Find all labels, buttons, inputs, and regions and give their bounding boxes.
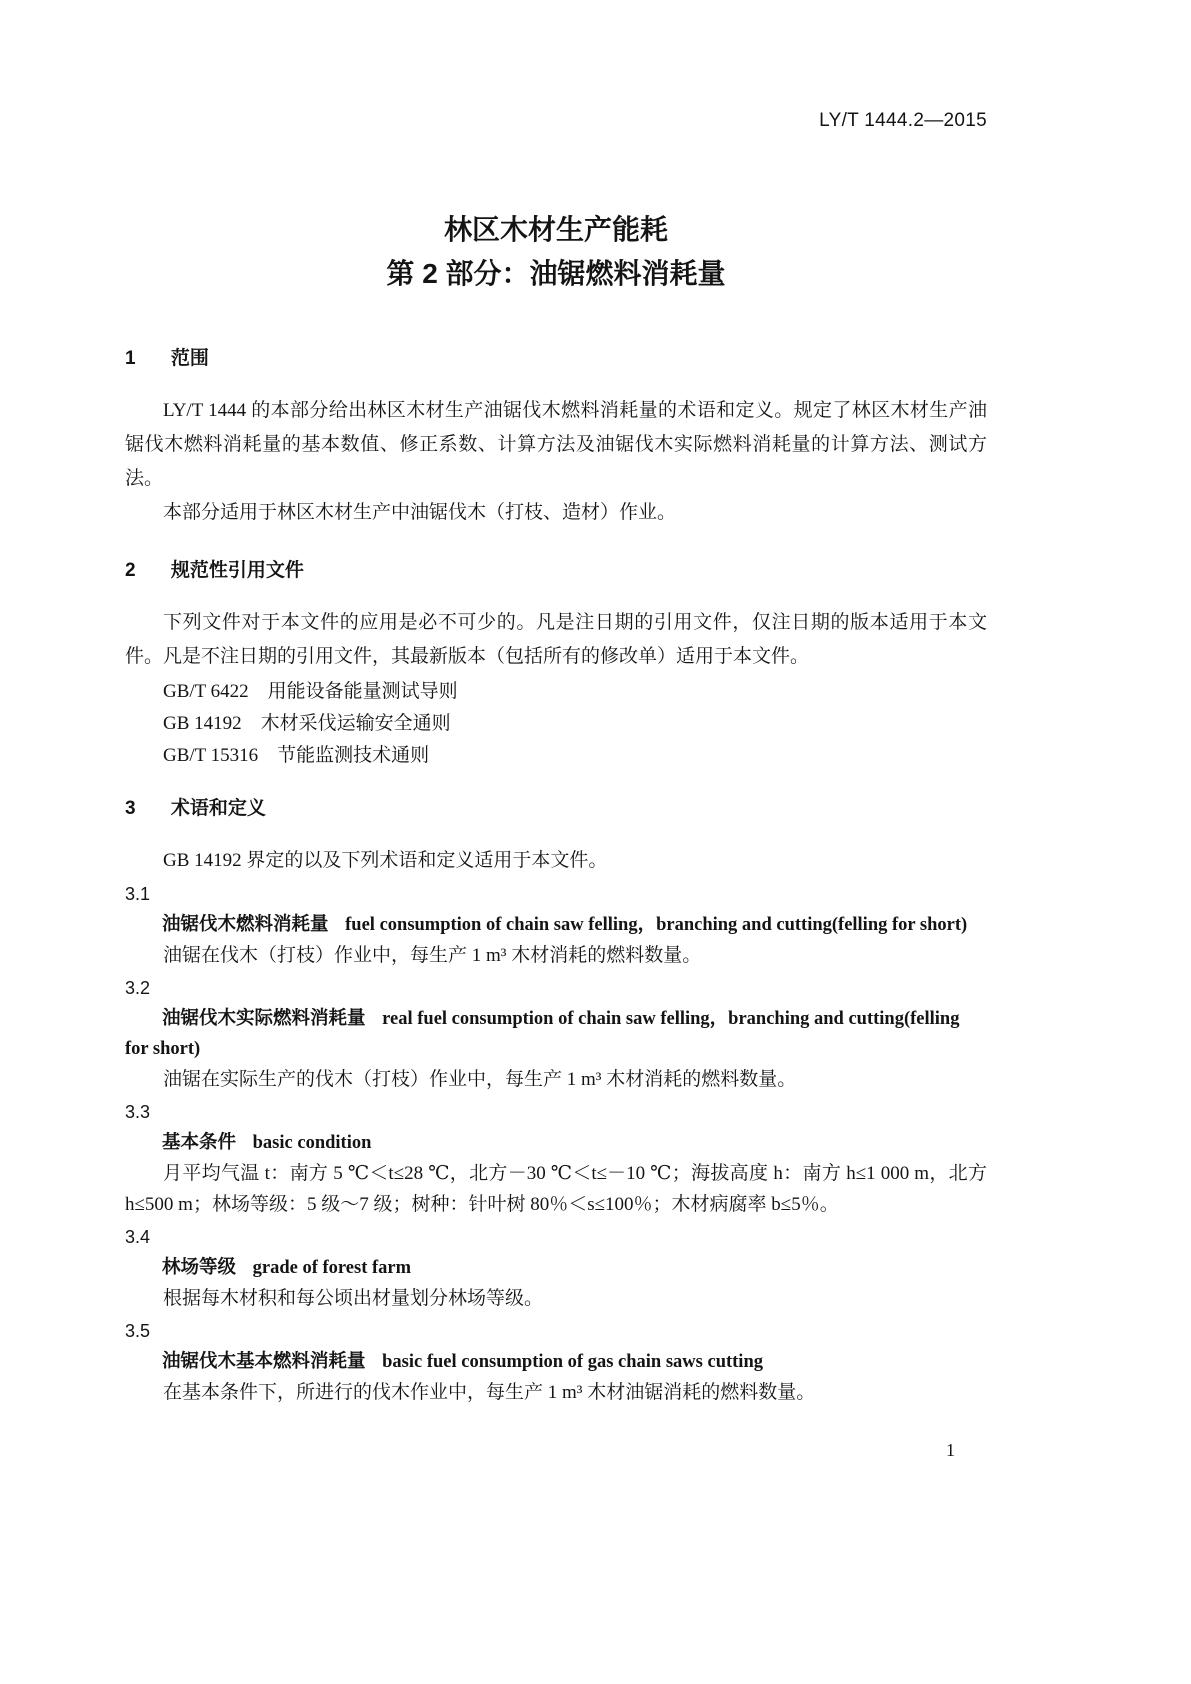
- document-title-line-1: 林区木材生产能耗: [443, 214, 668, 245]
- scope-paragraph-2: 本部分适用于林区木材生产中油锯伐木（打枝、造材）作业。: [163, 502, 677, 523]
- term-number: 3.5: [125, 1321, 151, 1341]
- section-number: 3: [125, 798, 136, 819]
- term-english: real fuel consumption of chain saw felling，branching and cutting(felling for short): [125, 1009, 960, 1059]
- page-number: 1: [946, 1440, 955, 1460]
- section-references-heading: [125, 558, 987, 584]
- term-english: basic condition: [252, 1133, 372, 1153]
- reference-item: GB/T 6422 用能设备能量测试导则: [163, 681, 458, 702]
- term-heading: [125, 909, 987, 940]
- reference-item: GB/T 15316 节能监测技术通则: [163, 745, 430, 766]
- section-terms-definitions: [125, 796, 987, 1408]
- term-chinese: 林场等级: [162, 1256, 237, 1277]
- term-number: 3.4: [125, 1227, 151, 1247]
- term-definition: 油锯在伐木（打枝）作业中，每生产 1 m³ 木材消耗的燃料数量。: [163, 945, 702, 966]
- term-definition: 在基本条件下，所进行的伐木作业中，每生产 1 m³ 木材油锯消耗的燃料数量。: [163, 1382, 816, 1403]
- term-chinese: 油锯伐木燃料消耗量: [162, 913, 329, 934]
- term-entry-3-3: [125, 1098, 987, 1220]
- section-scope-heading: [125, 346, 987, 372]
- term-number: 3.2: [125, 978, 151, 998]
- term-entry-3-5: [125, 1317, 987, 1408]
- section-scope: [125, 346, 987, 530]
- term-definition: 油锯在实际生产的伐木（打枝）作业中，每生产 1 m³ 木材消耗的燃料数量。: [163, 1069, 797, 1090]
- section-terms-heading: [125, 796, 987, 822]
- term-entry-3-4: [125, 1223, 987, 1314]
- terms-intro: GB 14192 界定的以及下列术语和定义适用于本文件。: [163, 850, 608, 871]
- term-chinese: 油锯伐木基本燃料消耗量: [162, 1350, 366, 1371]
- term-chinese: 基本条件: [162, 1131, 237, 1152]
- term-entry-3-2: [125, 974, 987, 1095]
- term-heading: [125, 1346, 987, 1377]
- term-heading: [125, 1127, 987, 1158]
- section-number: 1: [125, 348, 136, 369]
- page-content: [125, 0, 987, 1408]
- section-title: 规范性引用文件: [170, 560, 304, 581]
- document-title: [125, 212, 987, 292]
- section-number: 2: [125, 560, 136, 581]
- term-number: 3.3: [125, 1102, 151, 1122]
- term-heading: [125, 1003, 987, 1064]
- term-english: fuel consumption of chain saw felling，branching and cutting(felling for short): [345, 915, 968, 935]
- term-heading: [125, 1252, 987, 1283]
- term-english: grade of forest farm: [252, 1258, 412, 1278]
- section-title: 范围: [170, 348, 209, 369]
- term-definition: 月平均气温 t：南方 5 ℃＜t≤28 ℃，北方－30 ℃＜t≤－10 ℃；海拔高度 h：南方 h≤1 000 m，北方 h≤500 m；林场等级：5 级～7 级；树种：针叶树 80％＜s≤100％；木材病腐率 b≤5％。: [125, 1163, 987, 1215]
- term-number: 3.1: [125, 884, 151, 904]
- section-title: 术语和定义: [170, 798, 266, 819]
- term-chinese: 油锯伐木实际燃料消耗量: [162, 1007, 366, 1028]
- term-entry-3-1: [125, 880, 987, 971]
- reference-item: GB 14192 木材采伐运输安全通则: [163, 713, 451, 734]
- references-paragraph: 下列文件对于本文件的应用是必不可少的。凡是注日期的引用文件，仅注日期的版本适用于本文件。凡是不注日期的引用文件，其最新版本（包括所有的修改单）适用于本文件。: [125, 612, 987, 667]
- reference-list: [125, 676, 987, 772]
- term-definition: 根据每木材积和每公顷出材量划分林场等级。: [163, 1288, 544, 1309]
- section-normative-references: [125, 558, 987, 772]
- standard-number: LY/T 1444.2—2015: [819, 110, 987, 131]
- term-english: basic fuel consumption of gas chain saws cutting: [382, 1352, 763, 1372]
- scope-paragraph-1: LY/T 1444 的本部分给出林区木材生产油锯伐木燃料消耗量的术语和定义。规定了林区木材生产油锯伐木燃料消耗量的基本数值、修正系数、计算方法及油锯伐木实际燃料消耗量的计算方法、测试方法。: [125, 400, 987, 489]
- document-title-line-2: 第 2 部分：油锯燃料消耗量: [386, 258, 726, 289]
